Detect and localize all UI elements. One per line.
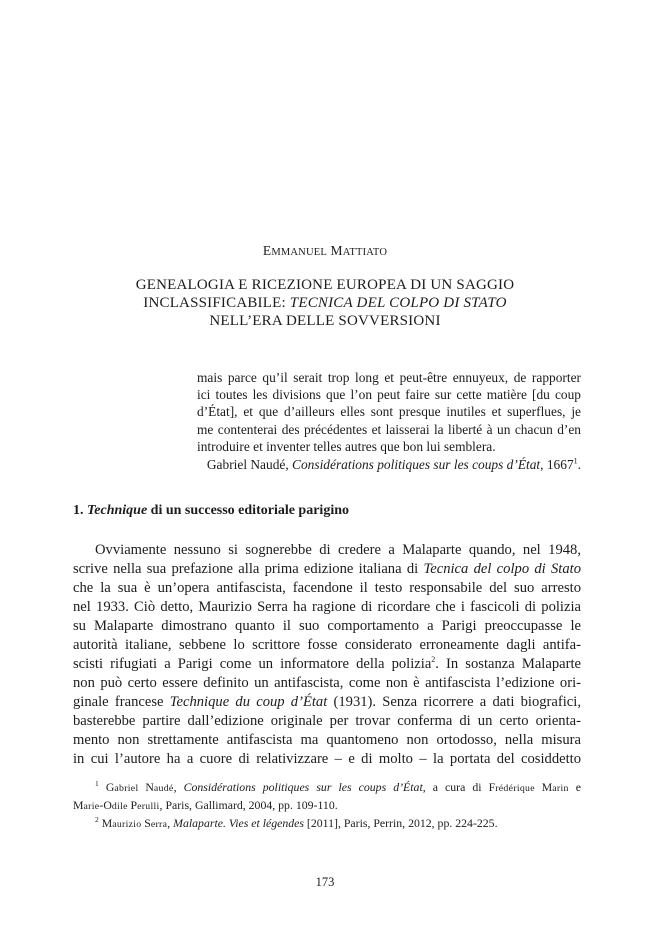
footnote-1-line-1: $^1$ Gabriel Naudé, Considérations politiques sur les coups d’État, a cura di Frédérique Marin e [95,779,582,794]
body-line: mento non strettamente antifascista ma quantomeno non ortodosso, nella misura [73,732,581,748]
title-line-2: INCLASSIFICABILE: TECNICA DEL COLPO DI STATO [143,295,507,311]
epigraph-attribution: Gabriel Naudé, Considérations politiques sur les coups d’État, 1667$^1$. [206,456,581,473]
footnotes [73,779,581,833]
epigraph-line: introduire et inventer telles autres que bon lui semblera. [197,438,496,454]
body-line: Ovviamente nessuno si sognerebbe di credere a Malaparte quando, nel 1948, [95,542,581,558]
body-line: che la sua è un’opera antifascista, facendone il testo responsabile del suo arresto [73,580,581,596]
section-heading: 1. Technique di un successo editoriale parigino [73,503,350,518]
body-line: ginale francese Technique du coup d’État (1931). Senza ricorrere a dati biografici, [73,694,581,710]
epigraph-line: d’État], et que d’ailleurs elles sont presque inutiles et superflues, je [197,404,581,420]
footnote-2: $^2$ Maurizio Serra, Malaparte. Vies et légendes [2011], Paris, Perrin, 2012, pp. 224-225. [95,815,498,830]
body-paragraph [73,541,581,769]
epigraph-line: ici toutes les divisions que l’on peut faire sur cette matière [du coup [197,387,581,403]
article-author [0,243,650,259]
title-line-1: GENEALOGIA E RICEZIONE EUROPEA DI UN SAGGIO [135,277,515,293]
epigraph [197,369,581,473]
author-last-name: MATTIATO [330,243,388,258]
body-line: basterebbe partire dall’edizione originale per trovar conferma di un certo orienta- [73,713,581,729]
epigraph-line: mais parce qu’il serait trop long et peut-être ennuyeux, de rapporter [197,370,581,385]
body-line: scisti rifugiati a Parigi come un informatore della polizia$^2$. In sostanza Malaparte [73,655,581,672]
author-first-name: EMMANUEL [262,243,327,258]
body-line: non può certo essere definito un antifascista, come non è antifascista l’edizione ori- [73,675,581,691]
article-title [60,276,590,330]
body-line: in cui l’autore ha a cuore di relativizzare – e di molto – la portata del cosiddetto [73,751,581,767]
footnote-ref-2[interactable]: 2 [431,655,436,665]
footnote-1-line-2: Marie-Odile Perulli, Paris, Gallimard, 2004, pp. 109-110. [73,798,338,812]
body-line: scrive nella sua prefazione alla prima edizione italiana di Tecnica del colpo di Stato [73,561,581,577]
epigraph-line: me contenterai des précédentes et laisserai la liberté à un chacun d’en [197,421,581,437]
body-line: nel 1933. Ciò detto, Maurizio Serra ha ragione di ricordare che i fascicoli di polizia [73,599,581,615]
body-line: su Malaparte dimostrano quanto il suo comportamento a Parigi preoccupasse le [73,618,581,634]
title-line-3: NELL’ERA DELLE SOVVERSIONI [209,313,441,329]
body-line: autorità italiane, sebbene lo scrittore fosse considerato erroneamente dagli antifa- [73,637,581,653]
page-number: 173 [315,875,335,889]
footnote-ref-1[interactable]: 1 [573,456,578,466]
